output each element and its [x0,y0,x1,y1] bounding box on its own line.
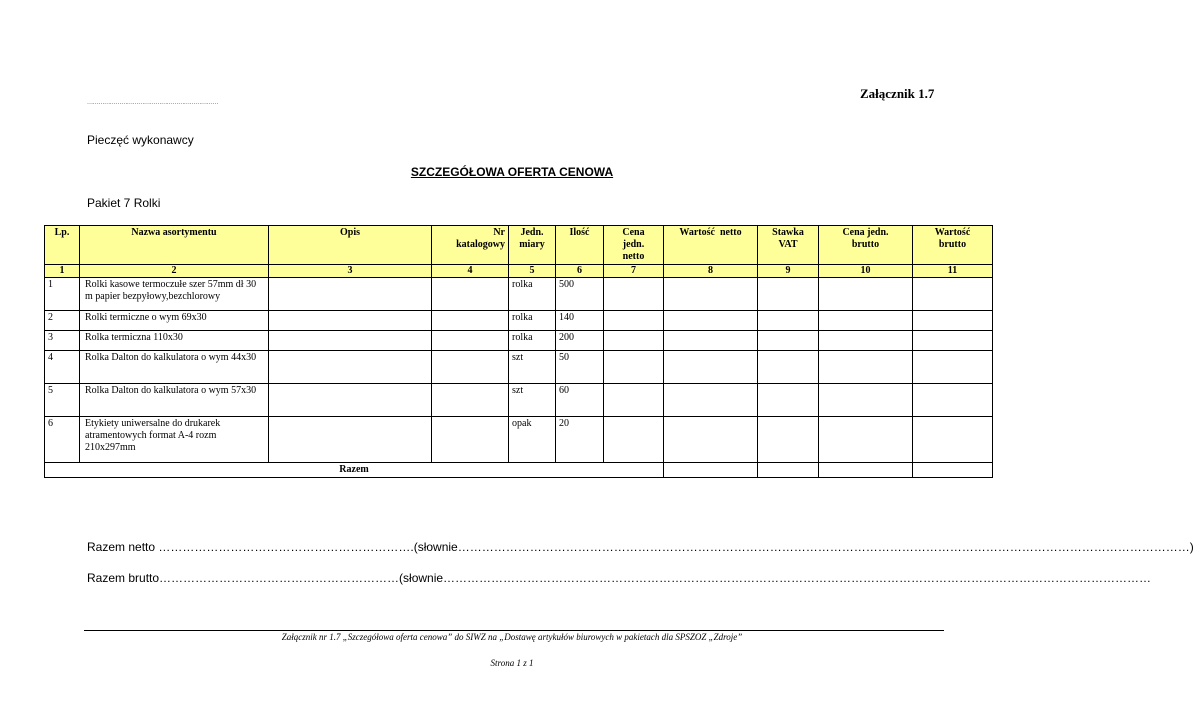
cell-unit-price-net[interactable] [604,384,664,417]
cell-unit-price-gross[interactable] [819,311,913,331]
cell-description[interactable] [269,311,432,331]
table-header-row [45,226,993,265]
table-row [45,278,993,311]
header-vat-rate: Stawka VAT [758,226,819,265]
header-lp: Lp. [45,226,80,265]
total-value-net[interactable] [664,463,758,478]
cell-value-net[interactable] [664,351,758,384]
column-number: 6 [556,265,604,278]
cell-lp: 1 [45,278,80,311]
cell-catalog-number[interactable] [432,417,509,463]
header-unit-price-gross: Cena jedn. brutto [819,226,913,265]
cell-unit: szt [509,384,556,417]
column-number: 8 [664,265,758,278]
cell-catalog-number[interactable] [432,384,509,417]
cell-value-net[interactable] [664,331,758,351]
cell-vat-rate[interactable] [758,278,819,311]
cell-unit: rolka [509,331,556,351]
cell-value-net[interactable] [664,384,758,417]
cell-unit: opak [509,417,556,463]
cell-name: Rolka Dalton do kalkulatora o wym 57x30 [80,384,269,417]
total-value-gross[interactable] [913,463,993,478]
column-number: 9 [758,265,819,278]
column-number: 4 [432,265,509,278]
column-number: 7 [604,265,664,278]
total-gross-line: Razem brutto……………………………………………………(słownie…………………………………………………………………………………………………………………………………………………………… [87,571,1152,585]
cell-unit-price-net[interactable] [604,417,664,463]
header-catalog-number: Nr katalogowy [432,226,509,265]
cell-unit-price-net[interactable] [604,278,664,311]
cell-unit-price-gross[interactable] [819,278,913,311]
cell-description[interactable] [269,351,432,384]
cell-unit-price-gross[interactable] [819,351,913,384]
stamp-label: Pieczęć wykonawcy [87,133,194,147]
table-row [45,384,993,417]
cell-description[interactable] [269,384,432,417]
cell-unit-price-net[interactable] [604,311,664,331]
table-row [45,417,993,463]
cell-unit: rolka [509,278,556,311]
cell-description[interactable] [269,417,432,463]
cell-value-net[interactable] [664,311,758,331]
cell-vat-rate[interactable] [758,351,819,384]
header-unit: Jedn. miary [509,226,556,265]
header-value-net: Wartość netto [664,226,758,265]
total-unit-price-gross[interactable] [819,463,913,478]
header-quantity: Ilość [556,226,604,265]
column-number: 1 [45,265,80,278]
column-number: 11 [913,265,993,278]
page-number: Strona 1 z 1 [490,658,534,668]
cell-vat-rate[interactable] [758,384,819,417]
package-label: Pakiet 7 Rolki [87,196,161,210]
cell-value-gross[interactable] [913,384,993,417]
column-number: 2 [80,265,269,278]
document-title: SZCZEGÓŁOWA OFERTA CENOWA [410,165,614,179]
cell-vat-rate[interactable] [758,417,819,463]
cell-value-net[interactable] [664,417,758,463]
cell-quantity: 200 [556,331,604,351]
cell-quantity: 140 [556,311,604,331]
cell-quantity: 60 [556,384,604,417]
cell-quantity: 50 [556,351,604,384]
cell-catalog-number[interactable] [432,278,509,311]
column-number: 3 [269,265,432,278]
footer-text: Załącznik nr 1.7 „Szczegółowa oferta cenowa” do SIWZ na „Dostawę artykułów biurowych w pakietach dla SPSZOZ „Zdroje” [281,632,743,642]
table-row [45,311,993,331]
cell-vat-rate[interactable] [758,331,819,351]
cell-value-gross[interactable] [913,331,993,351]
cell-catalog-number[interactable] [432,331,509,351]
cell-description[interactable] [269,278,432,311]
cell-unit-price-gross[interactable] [819,331,913,351]
cell-value-gross[interactable] [913,311,993,331]
total-vat[interactable] [758,463,819,478]
cell-value-gross[interactable] [913,278,993,311]
price-offer-table [44,225,993,478]
cell-lp: 5 [45,384,80,417]
cell-unit-price-net[interactable] [604,331,664,351]
cell-value-net[interactable] [664,278,758,311]
cell-unit: szt [509,351,556,384]
cell-quantity: 20 [556,417,604,463]
header-description: Opis [269,226,432,265]
column-number: 10 [819,265,913,278]
cell-name: Rolki kasowe termoczułe szer 57mm dł 30 m papier bezpyłowy,bezchlorowy [80,278,269,311]
cell-lp: 2 [45,311,80,331]
footer-divider [84,630,944,631]
cell-catalog-number[interactable] [432,311,509,331]
cell-name: Etykiety uniwersalne do drukarek atramentowych format A-4 rozm 210x297mm [80,417,269,463]
header-name: Nazwa asortymentu [80,226,269,265]
cell-quantity: 500 [556,278,604,311]
cell-name: Rolka Dalton do kalkulatora o wym 44x30 [80,351,269,384]
cell-vat-rate[interactable] [758,311,819,331]
cell-catalog-number[interactable] [432,351,509,384]
table-row [45,351,993,384]
table-row [45,331,993,351]
header-value-gross: Wartość brutto [913,226,993,265]
cell-description[interactable] [269,331,432,351]
cell-name: Rolka termiczna 110x30 [80,331,269,351]
cell-value-gross[interactable] [913,417,993,463]
attachment-label: Załącznik 1.7 [860,86,935,101]
cell-lp: 6 [45,417,80,463]
column-number: 5 [509,265,556,278]
cell-value-gross[interactable] [913,351,993,384]
cell-lp: 3 [45,331,80,351]
cell-unit-price-net[interactable] [604,351,664,384]
stamp-dotted-line: …………………………………………………………… [87,100,219,106]
total-net-line: Razem netto ……………………………………………………….(słownie…………………………………………………………………………………………………………………………………………………………………) [87,540,1194,554]
header-unit-price-net: Cena jedn. netto [604,226,664,265]
total-row [45,463,993,478]
cell-lp: 4 [45,351,80,384]
cell-unit-price-gross[interactable] [819,417,913,463]
column-number-row [45,265,993,278]
cell-unit: rolka [509,311,556,331]
total-label: Razem [45,463,664,478]
cell-unit-price-gross[interactable] [819,384,913,417]
cell-name: Rolki termiczne o wym 69x30 [80,311,269,331]
